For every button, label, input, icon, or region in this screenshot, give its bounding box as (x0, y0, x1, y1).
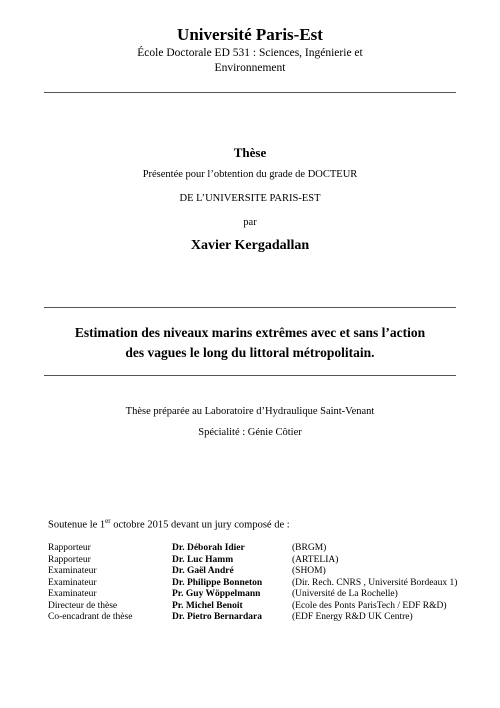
jury-list (48, 543, 488, 624)
jury-affiliation: (EDF Energy R&D UK Centre) (292, 612, 413, 622)
jury-role: Directeur de thèse (48, 600, 118, 611)
defense-suffix: octobre 2015 devant un jury composé de : (110, 519, 290, 531)
degree-line-2: DE L’UNIVERSITE PARIS-EST (179, 193, 321, 204)
defense-superscript: er (105, 517, 111, 525)
jury-role: Examinateur (48, 589, 97, 599)
divider-top (44, 92, 456, 93)
jury-role: Examinateur (48, 577, 97, 588)
speciality-line: Spécialité : Génie Côtier (198, 427, 302, 438)
divider-title-top (44, 307, 456, 308)
jury-affiliation: (ARTELIA) (292, 554, 339, 565)
jury-affiliation: (SHOM) (292, 566, 326, 576)
jury-row (48, 543, 488, 555)
jury-name: Dr. Philippe Bonneton (172, 577, 263, 588)
jury-affiliation: (BRGM) (292, 543, 327, 553)
jury-row (48, 578, 488, 590)
jury-name: Pr. Michel Benoit (172, 600, 243, 611)
doctoral-school: École Doctorale ED 531 : Sciences, Ingénierie et Environnement (137, 47, 363, 74)
degree-line-1: Présentée pour l’obtention du grade de DOCTEUR (142, 169, 358, 180)
jury-role: Rapporteur (48, 554, 91, 565)
author-name: Xavier Kergadallan (190, 238, 310, 253)
jury-row (48, 555, 488, 567)
jury-affiliation: (Dir. Rech. CNRS , Université Bordeaux 1) (292, 577, 458, 588)
jury-row (48, 589, 488, 601)
jury-role: Rapporteur (48, 543, 91, 553)
jury-name: Pr. Guy Wöppelmann (172, 589, 261, 599)
jury-row (48, 612, 488, 624)
divider-title-bottom (44, 375, 456, 376)
jury-name: Dr. Pietro Bernardara (172, 612, 262, 622)
thesis-title-line-2: des vagues le long du littoral métropolitain. (125, 345, 375, 360)
jury-affiliation: (Université de La Rochelle) (292, 589, 398, 599)
by-label: par (243, 217, 257, 228)
thesis-title (40, 323, 460, 363)
laboratory-line: Thèse préparée au Laboratoire d’Hydraulique Saint-Venant (125, 406, 375, 417)
jury-name: Dr. Luc Hamm (172, 554, 234, 565)
jury-name: Dr. Gaël André (172, 566, 234, 576)
university-name: Université Paris-Est (177, 25, 323, 44)
jury-row (48, 601, 488, 613)
jury-role: Examinateur (48, 566, 97, 576)
defense-statement (48, 517, 290, 531)
jury-name: Dr. Déborah Idier (172, 543, 245, 553)
thesis-title-line-1: Estimation des niveaux marins extrêmes avec et sans l’action (74, 325, 426, 340)
jury-row (48, 566, 488, 578)
jury-affiliation: (Ecole des Ponts ParisTech / EDF R&D) (292, 600, 447, 611)
defense-prefix: Soutenue le 1 (48, 519, 106, 531)
jury-role: Co-encadrant de thèse (48, 612, 133, 622)
thesis-label: Thèse (233, 145, 267, 160)
